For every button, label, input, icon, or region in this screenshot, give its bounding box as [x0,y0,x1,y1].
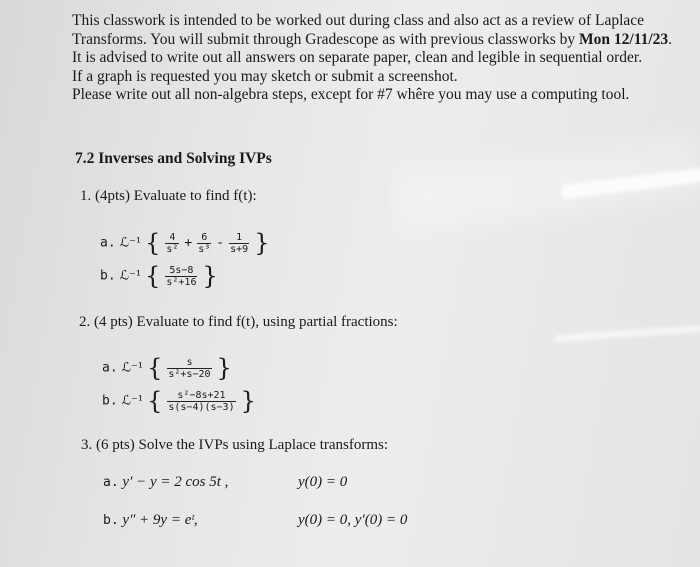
q3-a-label: a. [103,475,119,490]
laplace-inverse-symbol: ℒ⁻¹ [121,360,144,376]
glare [555,324,700,341]
intro-line-1: This classwork is intended to be worked out during class and also act as a review of Laplace [72,12,645,29]
due-date: Mon 12/11/23 [579,30,669,48]
q3-part-b [103,512,198,529]
right-brace: } [240,387,256,415]
q3-prompt: 3. (6 pts) Solve the IVPs using Laplace transforms: [81,437,389,453]
fraction: $\frac{6}{\text{s³}}$ [198,231,211,255]
fraction: $\frac{1}{s+9}$ [230,231,249,255]
q2-part-b [102,387,256,415]
q3-a-equation: y′ − y = 2 cos 5t , [122,474,229,490]
laplace-inverse-symbol: ℒ⁻¹ [119,235,142,251]
intro-paragraph [72,12,672,105]
q2-a-label: a. [102,360,118,376]
left-brace: { [147,354,163,382]
q1-part-a [100,229,269,257]
intro-line-3: It is advised to write out all answers on separate paper, clean and legible in sequential order. [72,49,643,66]
right-brace: } [202,262,218,290]
fraction: $\frac{5s-8}{\text{s²+16}}$ [166,264,197,288]
right-brace: } [216,354,232,382]
q3-a-initial-condition: y(0) = 0 [298,474,348,490]
q1-b-label: b. [100,268,116,284]
intro-line-4: If a graph is requested you may sketch or submit a screenshot. [72,67,458,85]
q2-prompt: 2. (4 pts) Evaluate to find f(t), using partial fractions: [79,314,398,330]
laplace-inverse-symbol: ℒ⁻¹ [119,268,142,284]
q3-b-equation: y″ + 9y = eᵗ, [122,512,198,528]
left-brace: { [145,262,161,290]
intro-line-5: Please write out all non-algebra steps, except for #7 whêre you may use a computing tool. [72,86,630,103]
laplace-inverse-symbol: ℒ⁻¹ [121,393,144,409]
q2-b-label: b. [102,393,118,409]
intro-line-2-text: Transforms. You will submit through Gradescope as with previous classworks by [72,30,580,48]
fraction: $\frac{s}{\text{s²+s−20}}$ [168,356,211,380]
q3-b-label: b. [103,513,119,528]
section-title: 7.2 Inverses and Solving IVPs [75,150,272,167]
intro-line-2 [72,31,672,50]
q1-prompt: 1. (4pts) Evaluate to find f(t): [80,188,257,204]
q1-a-label: a. [100,235,116,251]
operator: - [216,235,225,251]
right-brace: } [254,229,270,257]
fraction: $\frac{4}{\text{s²}}$ [166,231,179,255]
q3-part-a [103,474,228,491]
left-brace: { [147,387,163,415]
intro-line-2-end: . [668,30,673,48]
left-brace: { [145,229,161,257]
q1-part-b [100,262,218,290]
q3-b-initial-condition: y(0) = 0, y′(0) = 0 [298,512,408,528]
q2-part-a [102,354,232,382]
fraction: $\frac{\text{s²−8s+21}}{s(s-4)(s-3)}$ [168,389,235,413]
operator: + [184,235,193,251]
